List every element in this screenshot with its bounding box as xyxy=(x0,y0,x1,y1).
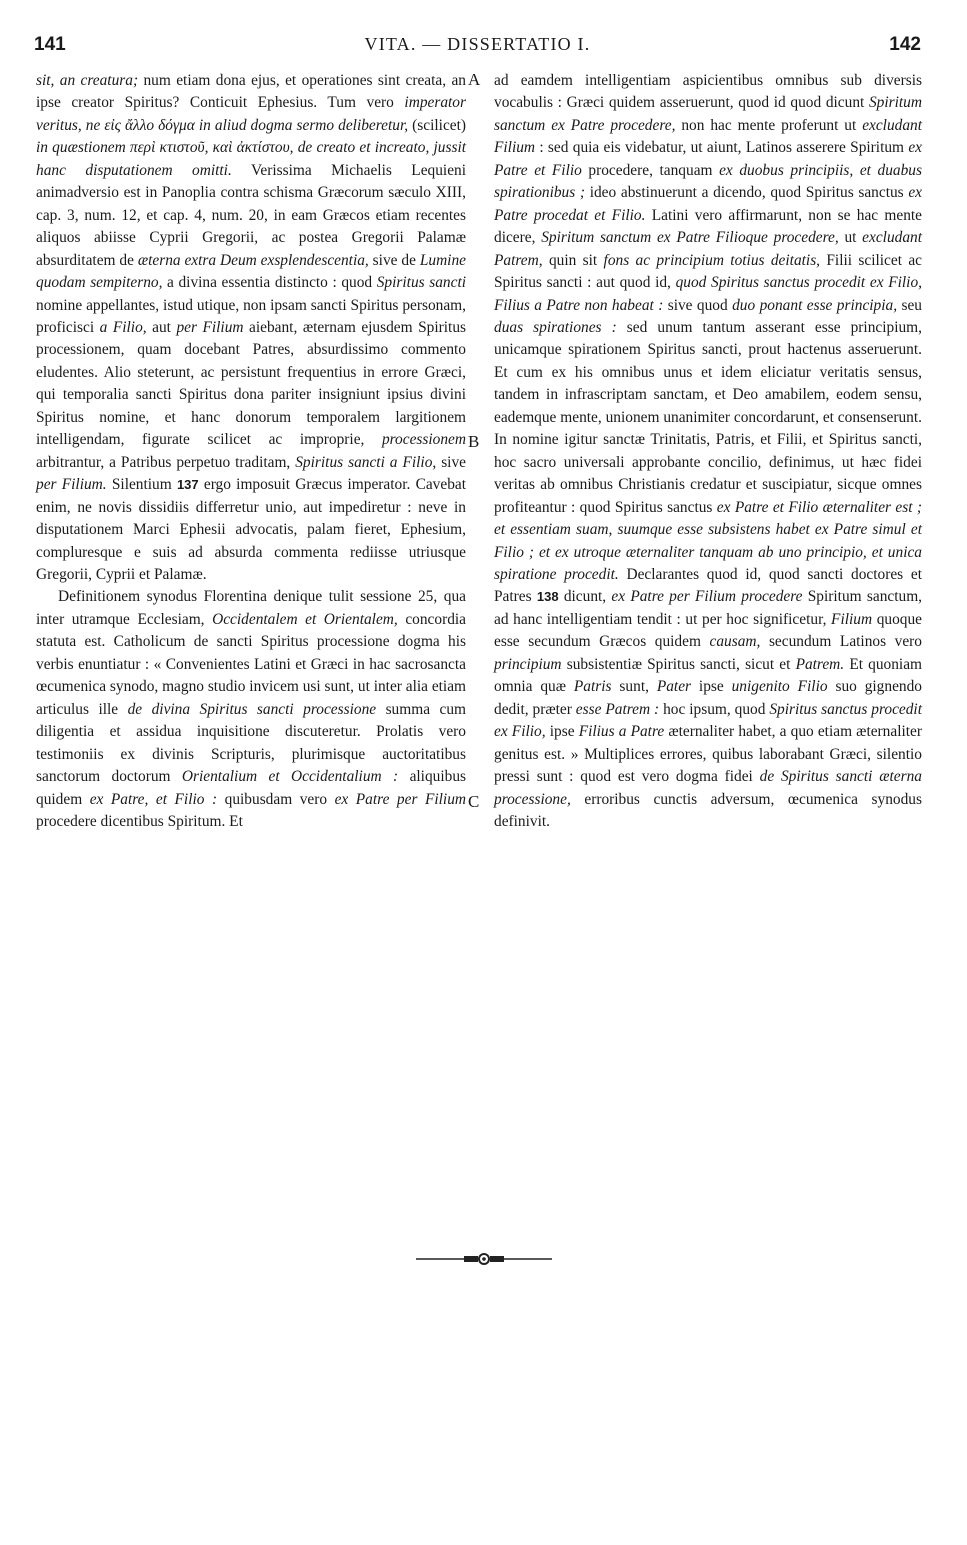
ornament-rule-icon xyxy=(414,1252,554,1266)
page-number-left: 141 xyxy=(34,34,66,55)
column-reference-138: 138 xyxy=(536,589,559,605)
page-header xyxy=(34,34,921,62)
page-number-right: 142 xyxy=(889,34,921,55)
left-paragraph-1: sit, an creatura; num etiam dona ejus, et operationes sint creata, an ipse creator Spiritus? Conticuit Ephesius. Tum vero imperator veritus, ne εἰς ἄλλο δόγμα in aliud dogma sermo deliberetur, (scilicet) in quæstionem περὶ κτιστοῦ, καὶ ἀκτίστου, de creato et increato, jussit hanc disputationem omitti. Verissima Michaelis Lequieni animadversio est in Panoplia contra schisma Græcorum sæculo XIII, cap. 3, num. 12, et cap. 4, num. 20, in eam Græcos etiam recentes aliquos abiisse Cyprii Gregorii, ac postea Gregorii Palamæ absurditatem de æterna extra Deum exsplendescentia, sive de Lumine quodam sempiterno, a divina essentia distincto : quod Spiritus sancti nomine appellantes, istud utique, non ipsam sancti Spiritus personam, proficisci a Filio, aut per Filium aiebant, æternam ejusdem Spiritus processionem, quam docebant Patres, absurdissimo commento eludentes. Alio steterunt, ac persistunt frequentius in errore Græci, qui temporalia sancti Spiritus dona pariter insigniunt ipsius divini Spiritus nomine, et hanc donorum temporalem largitionem intelligendam, figurate scilicet ac improprie, processionem arbitrantur, a Patribus perpetuo traditam, Spiritus sancti a Filio, sive per Filium. Silentium 137 ergo imposuit Græcus imperator. Cavebat enim, ne novis dissidiis differretur unio, aut impediretur : neve in disputationem Marci Ephesii advocatis, palam fieret, Ephesium, compluresque e suis ad absurda commenta rediisse utriusque Gregorii, Cyprii et Palamæ. xyxy=(36,72,467,583)
margin-marker-b: B xyxy=(468,432,480,451)
right-paragraph-1: ad eamdem intelligentiam aspicientibus omnibus sub diversis vocabulis : Græci quidem asseruerunt, quod id quod dicunt Spiritum sanctum ex Patre procedere, non hac mente proferunt ut excludant Filium : sed quia eis videbatur, ut aiunt, Latinos asserere Spiritum ex Patre et Filio procedere, tanquam ex duobus principiis, et duabus spirationibus ; ideo abstinuerunt a dicendo, quod Spiritus sanctus ex Patre procedat et Filio. Latini vero affirmarunt, non se hac mente dicere, Spiritum sanctum ex Patre Filioque procedere, ut excludant Patrem, quin sit fons ac principium totius deitatis, Filii scilicet ac Spiritus sancti : aut quod id, quod Spiritus sanctus procedit ex Filio, Filius a Patre non habeat : sive quod duo ponant esse principia, seu duas spirationes : sed unum tantum asserant esse principium, unicamque spirationem Spiritus sancti, prout hactenus asseruerunt. Et cum ex his omnibus unus et idem eliciatur veritatis sensus, tandem in infrascriptam sanctam, et Deo amabilem, eodem sensu, eademque mente, unionem unanimiter concordarunt, et consenserunt. In nomine igitur sanctæ Trinitatis, Patris, et Filii, et Spiritus sancti, hoc sacro universali approbante concilio, definimus, ut hæc fidei veritas ab omnibus Christianis credatur et suscipiatur, sicque omnes profiteantur : quod Spiritus sanctus ex Patre et Filio æternaliter est ; et essentiam suam, suumque esse subsistens habet ex Patre simul et Filio ; et ex utroque æternaliter tanquam ab uno principio, et unica spiratione procedit. Declarantes quod id, quod sancti doctores et Patres 138 dicunt, ex Patre per Filium procedere Spiritum sanctum, ad hanc intelligentiam tendit : ut per hoc significetur, Filium quoque esse secundum Græcos quidem causam, secundum Latinos vero principium subsistentiæ Spiritus sancti, sicut et Patrem. Et quoniam omnia quæ Patris sunt, Pater ipse unigenito Filio suo gignendo dedit, præter esse Patrem : hoc ipsum, quod Spiritus sanctus procedit ex Filio, ipse Filius a Patre æternaliter habet, a quo etiam æternaliter genitus est. » Multiplices errores, quibus laborabant Græci, silentio pressi sunt : quod est vero dogma fidei de Spiritus sancti æterna processione, erroribus cunctis adversum, œcumenica synodus definivit. xyxy=(494,72,923,830)
left-paragraph-2: Definitionem synodus Florentina denique tulit sessione 25, qua inter utramque Ecclesiam, Occidentalem et Orientalem, concordia statuta est. Catholicum de sancti Spiritus processione dogma his verbis enuntiatur : « Convenientes Latini et Græci in hac sacrosancta œcumenica synodo, magno studio invicem usi sunt, ut inter alia etiam articulus ille de divina Spiritus sancti processione summa cum diligentia et assidua inquisitione discuteretur. Prolatis vero testimoniis ex divinis Scripturis, plurimisque auctoritatibus sanctorum doctorum Orientalium et Occidentalium : aliquibus quidem ex Patre, et Filio : quibusdam vero ex Patre per Filium procedere dicentibus Spiritum. Et xyxy=(36,588,467,830)
end-ornament xyxy=(0,1252,967,1271)
column-reference-137: 137 xyxy=(176,477,199,493)
right-column xyxy=(494,70,922,833)
left-column xyxy=(36,70,466,833)
running-title: VITA. — DISSERTATIO I. xyxy=(364,34,591,54)
margin-marker-c: C xyxy=(468,792,480,811)
margin-marker-a: A xyxy=(468,70,481,89)
